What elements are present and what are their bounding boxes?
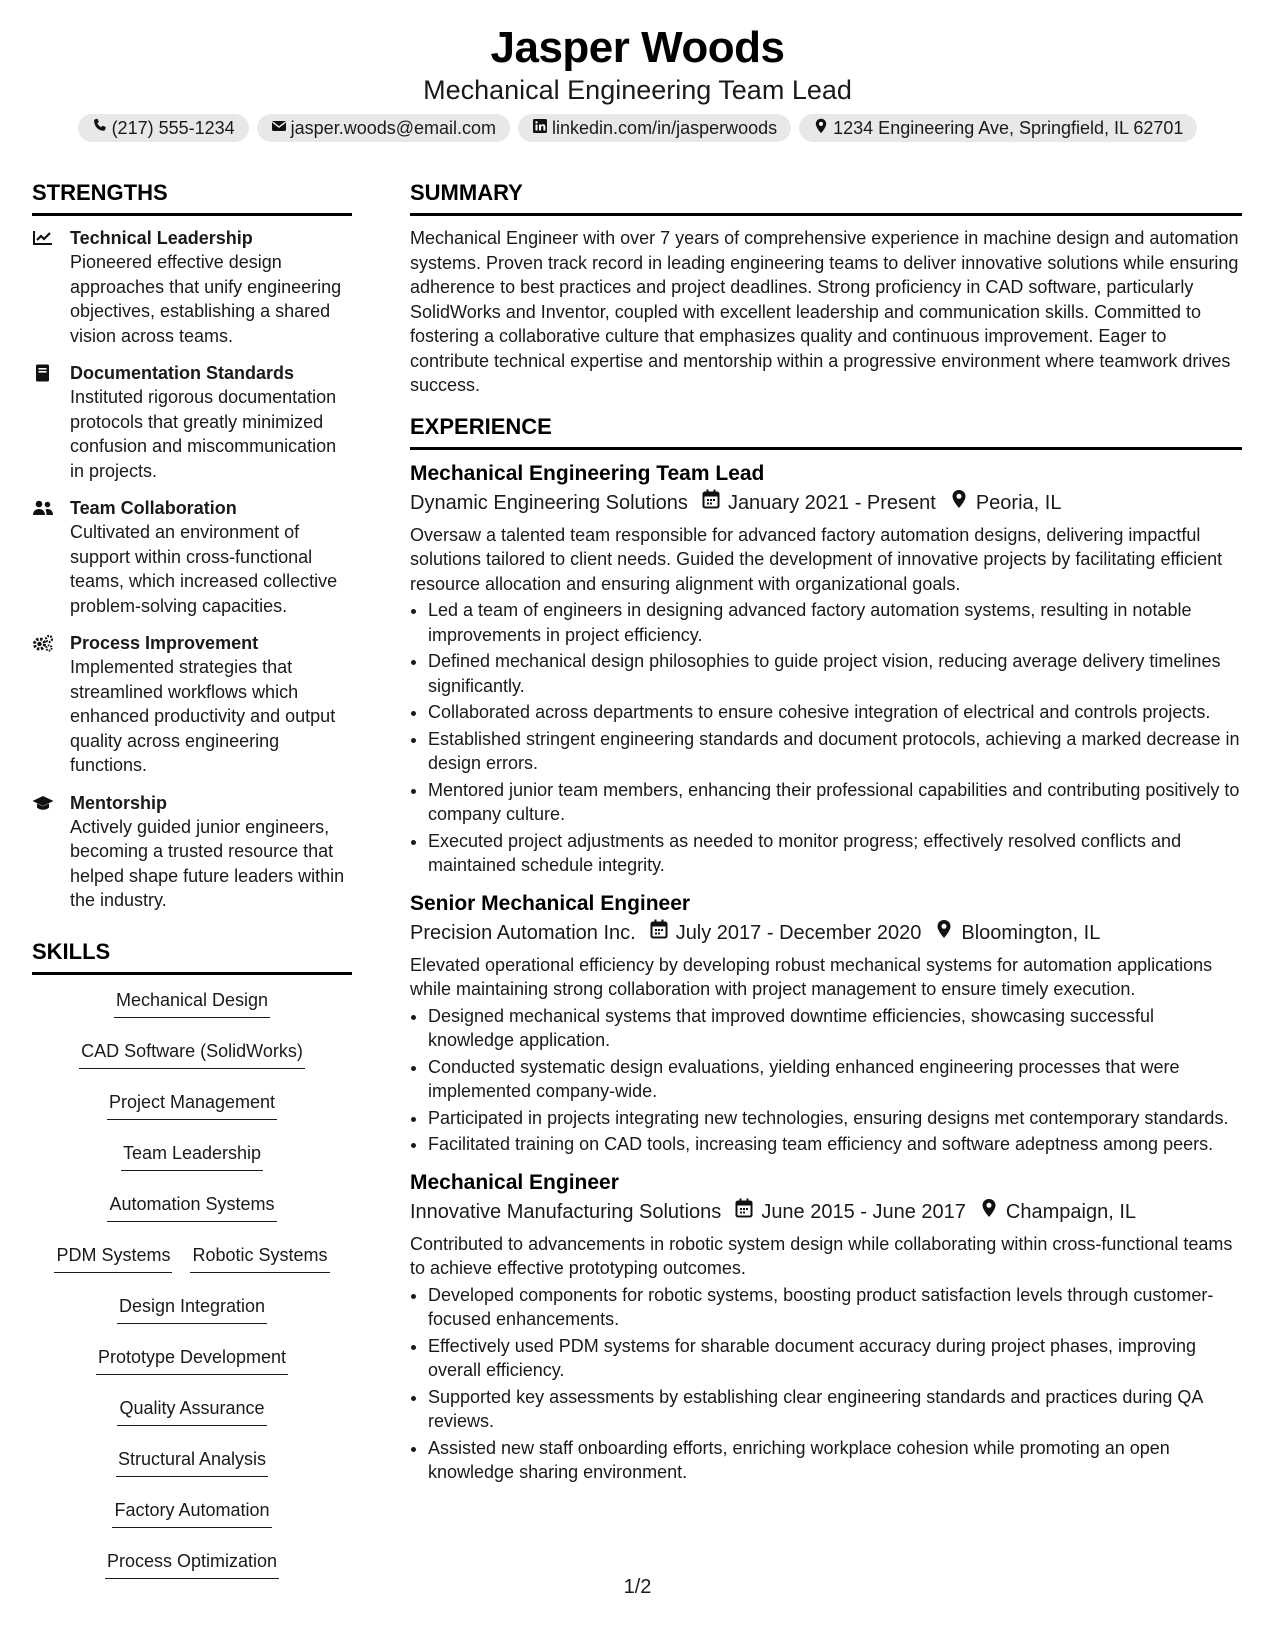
strength-desc: Actively guided junior engineers, becoming a trusted resource that helped shape future leaders within the industry. [70, 816, 345, 910]
job-bullets [410, 1004, 1242, 1157]
contact-address [799, 114, 1197, 142]
strength-title: Process Improvement [70, 633, 259, 653]
job-meta [410, 918, 1242, 948]
strength-title: Team Collaboration [70, 498, 237, 518]
skill-tag: Project Management [107, 1089, 277, 1120]
job-location: Peoria, IL [975, 491, 1062, 514]
calendar-icon [688, 488, 728, 518]
job-description: Oversaw a talented team responsible for advanced factory automation designs, delivering impactful solutions tailored to client needs. Guided the development of innovative projects by facilitating efficient resource allocation and ensuring alignment with organizational goals. [410, 524, 1223, 594]
address-text: 1234 Engineering Ave, Springfield, IL 62701 [833, 118, 1184, 138]
summary-text: Mechanical Engineer with over 7 years of comprehensive experience in machine design and automation systems. Proven track record in leading engineering teams to deliver innovative solutions while ensuring adherence to best practices and project deadlines. Strong proficiency in CAD software, particularly SolidWorks and Inventor, coupled with excellent leadership and communication skills. Committed to fostering a collaborative culture that emphasizes quality and continuous improvement. Eager to contribute technical expertise and mentorship within a progressive environment where teamwork drives success. [410, 228, 1239, 395]
strength-desc: Implemented strategies that streamlined workflows which enhanced productivity and output quality across engineering functions. [70, 657, 336, 775]
skill-tag: Prototype Development [96, 1344, 288, 1375]
phone-text: (217) 555-1234 [111, 118, 235, 138]
job-bullet: • Effectively used PDM systems for sharable document accuracy during project phases, improving overall efficiency. [428, 1334, 1242, 1383]
job-bullets [410, 1283, 1242, 1485]
map-pin-icon [966, 1197, 1006, 1227]
users-icon [32, 496, 56, 618]
skill-tag: Robotic Systems [190, 1242, 329, 1273]
strength-item [32, 226, 352, 348]
job-bullet: • Executed project adjustments as needed to monitor progress; effectively resolved conflicts and maintained schedule integrity. [428, 829, 1242, 878]
map-pin-icon [921, 918, 961, 948]
phone-icon [92, 116, 108, 140]
contact-linkedin[interactable] [518, 114, 791, 142]
job-bullet: • Mentored junior team members, enhancing their professional capabilities and contributing positively to company culture. [428, 778, 1242, 827]
job-dates: July 2017 - December 2020 [675, 921, 922, 944]
strength-item [32, 496, 352, 618]
contact-phone[interactable] [78, 114, 249, 142]
job-entry [410, 1169, 1242, 1485]
job-bullet: • Supported key assessments by establishing clear engineering standards and practices during QA reviews. [428, 1385, 1242, 1434]
strength-desc: Pioneered effective design approaches that unify engineering objectives, establishing a shared vision across teams. [70, 252, 342, 346]
job-title: Mechanical Engineering Team Lead [410, 461, 765, 485]
strength-title: Documentation Standards [70, 363, 295, 383]
strength-title: Technical Leadership [70, 228, 253, 248]
skill-tag: Mechanical Design [114, 987, 270, 1018]
candidate-name: Jasper Woods [490, 23, 785, 72]
job-location: Bloomington, IL [961, 921, 1101, 944]
job-bullet: • Facilitated training on CAD tools, increasing team efficiency and software adeptness among peers. [428, 1132, 1242, 1157]
job-bullet: • Developed components for robotic systems, boosting product satisfaction levels through customer-focused enhancements. [428, 1283, 1242, 1332]
job-location: Champaign, IL [1005, 1200, 1136, 1223]
strengths-heading: STRENGTHS [32, 178, 352, 216]
linkedin-icon [532, 116, 548, 140]
skills-heading: SKILLS [32, 937, 352, 975]
strength-item [32, 631, 352, 778]
skill-tag: PDM Systems [54, 1242, 172, 1273]
job-bullet: • Assisted new staff onboarding efforts, enriching workplace cohesion while promoting an open knowledge sharing environment. [428, 1436, 1242, 1485]
job-dates: June 2015 - June 2017 [761, 1200, 966, 1223]
calendar-icon [721, 1197, 761, 1227]
resume-header [0, 22, 1275, 142]
skill-tag: Structural Analysis [116, 1446, 268, 1477]
company-name: Precision Automation Inc. [410, 921, 636, 944]
linkedin-text: linkedin.com/in/jasperwoods [552, 118, 778, 138]
job-bullet: • Collaborated across departments to ensure cohesive integration of electrical and controls projects. [428, 700, 1242, 725]
company-name: Dynamic Engineering Solutions [410, 491, 688, 514]
job-entry [410, 460, 1242, 878]
email-text: jasper.woods@email.com [290, 118, 497, 138]
job-dates: January 2021 - Present [727, 491, 936, 514]
job-bullets [410, 598, 1242, 878]
strength-item [32, 791, 352, 913]
skill-tag: CAD Software (SolidWorks) [79, 1038, 305, 1069]
left-column [32, 178, 352, 1579]
job-bullet: • Led a team of engineers in designing advanced factory automation systems, resulting in notable improvements in project efficiency. [428, 598, 1242, 647]
job-bullet: • Defined mechanical design philosophies to guide project vision, reducing average delivery timelines significantly. [428, 649, 1242, 698]
job-meta [410, 488, 1242, 518]
envelope-icon [271, 116, 287, 140]
page-number: 1/2 [623, 1576, 652, 1598]
job-entry [410, 890, 1242, 1157]
contact-bar [0, 114, 1275, 142]
job-bullet: • Established stringent engineering standards and document protocols, achieving a marked decrease in design errors. [428, 727, 1242, 776]
company-name: Innovative Manufacturing Solutions [410, 1200, 722, 1223]
skills-list [32, 985, 352, 1579]
graduation-cap-icon [32, 791, 56, 913]
candidate-title: Mechanical Engineering Team Lead [423, 75, 852, 105]
job-bullet: • Participated in projects integrating new technologies, ensuring designs met contemporary standards. [428, 1106, 1242, 1131]
job-description: Elevated operational efficiency by developing robust mechanical systems for automation applications while maintaining strong collaboration with project management to ensure timely execution. [410, 954, 1213, 999]
right-column [410, 178, 1242, 1497]
job-meta [410, 1197, 1242, 1227]
skill-tag: Quality Assurance [117, 1395, 266, 1426]
strength-desc: Instituted rigorous documentation protocols that greatly minimized confusion and miscommunication in projects. [70, 387, 337, 481]
map-pin-icon [936, 488, 976, 518]
calendar-icon [636, 918, 676, 948]
contact-email[interactable] [257, 114, 510, 142]
skill-tag: Automation Systems [107, 1191, 276, 1222]
job-description: Contributed to advancements in robotic system design while collaborating within cross-functional teams to achieve effective prototyping outcomes. [410, 1233, 1233, 1278]
job-bullet: • Designed mechanical systems that improved downtime efficiencies, showcasing successful knowledge application. [428, 1004, 1242, 1053]
map-pin-icon [813, 116, 829, 140]
job-title: Senior Mechanical Engineer [410, 891, 691, 915]
summary-heading: SUMMARY [410, 178, 1242, 216]
chart-line-icon [32, 226, 56, 348]
cogs-icon [32, 631, 56, 778]
experience-heading: EXPERIENCE [410, 412, 1242, 450]
skill-tag: Factory Automation [112, 1497, 271, 1528]
book-icon [32, 361, 56, 483]
job-bullet: • Conducted systematic design evaluations, yielding enhanced engineering processes that were implemented company-wide. [428, 1055, 1242, 1104]
job-title: Mechanical Engineer [410, 1170, 619, 1194]
skill-tag: Team Leadership [121, 1140, 263, 1171]
skill-tag: Process Optimization [105, 1548, 279, 1579]
strength-desc: Cultivated an environment of support within cross-functional teams, which increased collective problem-solving capacities. [70, 522, 338, 616]
strength-title: Mentorship [70, 792, 167, 813]
skill-tag: Design Integration [117, 1293, 267, 1324]
strength-item [32, 361, 352, 483]
